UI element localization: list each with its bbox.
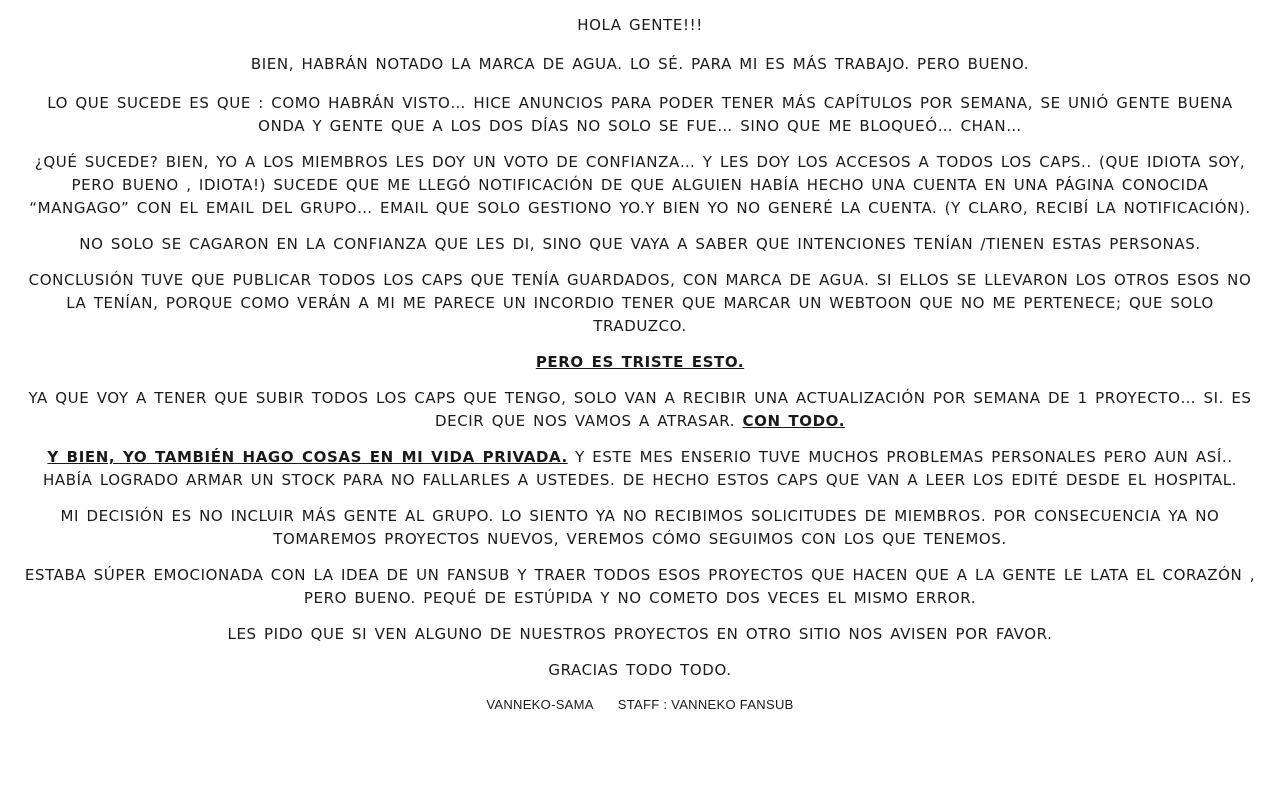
paragraph-6-heading: PERO ES TRISTE ESTO. (535, 353, 745, 371)
paragraph-9: MI DECISIÓN ES NO INCLUIR MÁS GENTE AL GRUPO. LO SIENTO YA NO RECIBIMOS SOLICITUDES DE MIEMBROS. POR CONSECUENCIA YA NO TOMAREMOS PROYECTOS NUEVOS, VEREMOS CÓMO SEGUIMOS CON LOS QUE TENEMOS. (60, 507, 1220, 548)
signature-name: VANNEKO-SAMA (486, 697, 594, 712)
paragraph-8 (24, 446, 1256, 492)
paragraph-12-thanks: GRACIAS TODO TODO. (548, 661, 732, 679)
paragraph-8-emphasis: Y BIEN, YO TAMBIÉN HAGO COSAS EN MI VIDA PRIVADA. (47, 448, 568, 466)
paragraph-7-text: YA QUE VOY A TENER QUE SUBIR TODOS LOS CAPS QUE TENGO, SOLO VAN A RECIBIR UNA ACTUALIZACIÓN POR SEMANA DE 1 PROYECTO… SI. ES DECIR QUE NOS VAMOS A ATRASAR. (28, 389, 1252, 430)
paragraph-10: ESTABA SÚPER EMOCIONADA CON LA IDEA DE UN FANSUB Y TRAER TODOS ESOS PROYECTOS QUE HACEN QUE A LA GENTE LE LATA EL CORAZÓN , PERO BUENO. PEQUÉ DE ESTÚPIDA Y NO COMETO DOS VECES EL MISMO ERROR. (24, 566, 1256, 607)
paragraph-5: CONCLUSIÓN TUVE QUE PUBLICAR TODOS LOS CAPS QUE TENÍA GUARDADOS, CON MARCA DE AGUA. SI ELLOS SE LLEVARON LOS OTROS ESOS NO LA TENÍAN, PORQUE COMO VERÁN A MI ME PARECE UN INCORDIO TENER QUE MARCAR UN WEBTOON QUE NO ME PERTENECE; QUE SOLO TRADUZCO. (28, 271, 1252, 335)
paragraph-3: ¿QUÉ SUCEDE? BIEN, YO A LOS MIEMBROS LES DOY UN VOTO DE CONFIANZA… Y LES DOY LOS ACCESOS A TODOS LOS CAPS.. (QUE IDIOTA SOY, PERO BUENO , IDIOTA!) SUCEDE QUE ME LLEGÓ NOTIFICACIÓN DE QUE ALGUIEN HABÍA HECHO UNA CUENTA EN UNA PÁGINA CONOCIDA “MANGAGO” CON EL EMAIL DEL GRUPO… EMAIL QUE SOLO GESTIONO YO.Y BIEN YO NO GENERÉ LA CUENTA. (Y CLARO, RECIBÍ LA NOTIFICACIÓN). (29, 153, 1251, 217)
paragraph-4: NO SOLO SE CAGARON EN LA CONFIANZA QUE LES DI, SINO QUE VAYA A SABER QUE INTENCIONES TENÍAN /TIENEN ESTAS PERSONAS. (79, 235, 1201, 253)
paragraph-8-text: Y ESTE MES ENSERIO TUVE MUCHOS PROBLEMAS PERSONALES PERO AUN ASÍ.. HABÍA LOGRADO ARMAR UN STOCK PARA NO FALLARLES A USTEDES. DE HECHO ESTOS CAPS QUE VAN A LEER LOS EDITÉ DESDE EL HOSPITAL. (42, 448, 1238, 489)
paragraph-11: LES PIDO QUE SI VEN ALGUNO DE NUESTROS PROYECTOS EN OTRO SITIO NOS AVISEN POR FAVOR. (227, 625, 1053, 643)
paragraph-1: BIEN, HABRÁN NOTADO LA MARCA DE AGUA. LO SÉ. PARA MI ES MÁS TRABAJO. PERO BUENO. (250, 55, 1030, 73)
signature-staff: STAFF : VANNEKO FANSUB (617, 697, 794, 712)
signature (24, 696, 1256, 714)
paragraph-7-emphasis: CON TODO. (742, 412, 845, 430)
paragraph-7 (24, 387, 1256, 433)
paragraph-2: LO QUE SUCEDE ES QUE : COMO HABRÁN VISTO… HICE ANUNCIOS PARA PODER TENER MÁS CAPÍTULOS POR SEMANA, SE UNIÓ GENTE BUENA ONDA Y GENTE QUE A LOS DOS DÍAS NO SOLO SE FUE… SINO QUE ME BLOQUEÓ… CHAN… (47, 94, 1233, 135)
greeting: HOLA GENTE!!! (577, 16, 703, 34)
